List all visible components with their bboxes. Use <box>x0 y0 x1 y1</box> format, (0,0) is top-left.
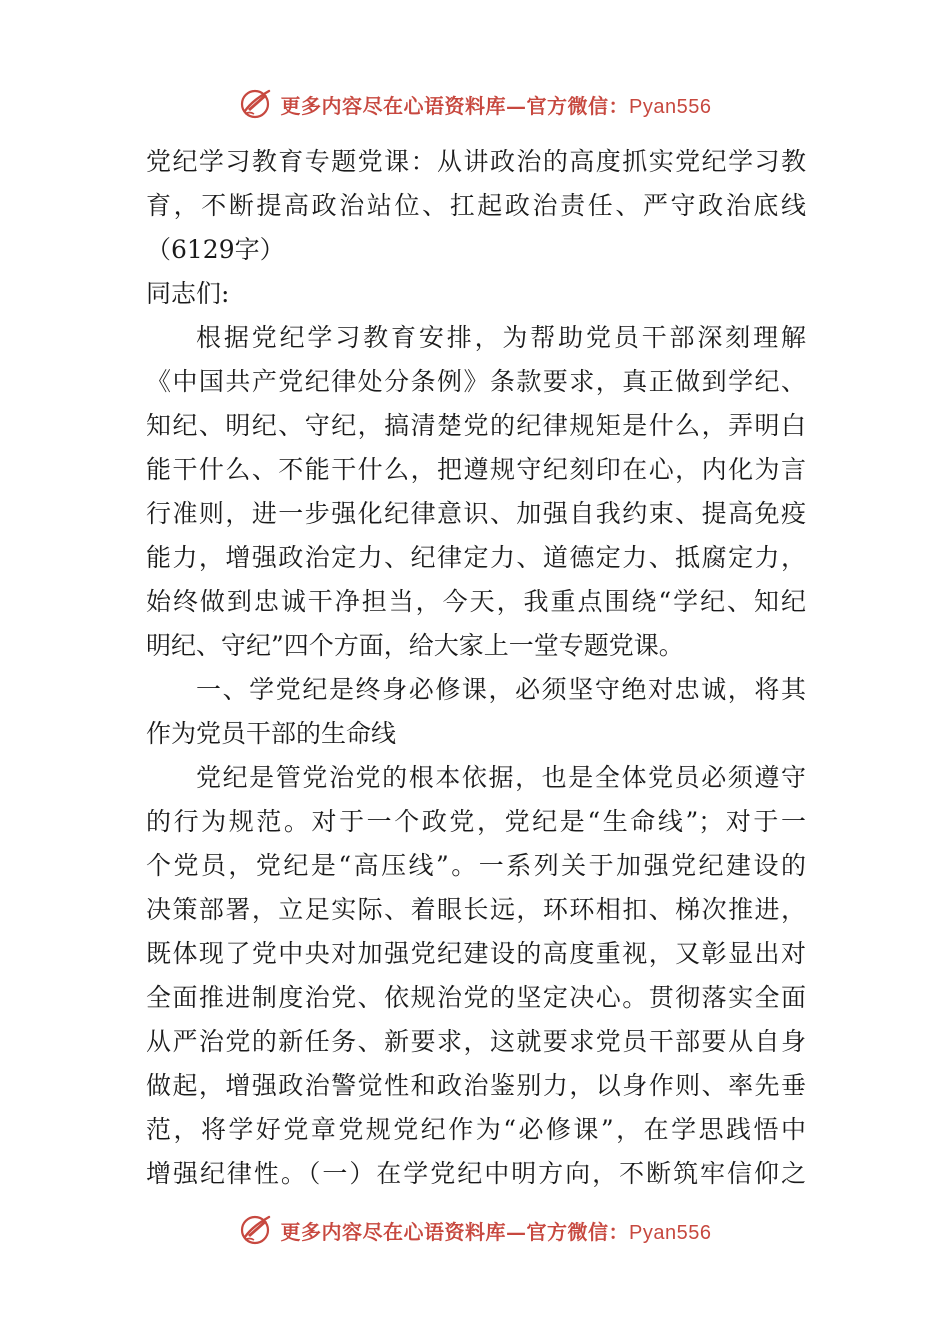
section-heading-1 <box>146 668 806 756</box>
paragraph-line: 《中国共产党纪律处分条例》条款要求，真正做到学纪、 <box>146 367 806 396</box>
pen-logo-icon <box>239 1213 273 1247</box>
header-watermark <box>0 84 950 124</box>
paragraph-line: 党纪是管党治党的根本依据，也是全体党员必须遵守 <box>196 763 806 792</box>
wechat-id: Pyan556 <box>629 95 712 118</box>
paragraph-line: 决策部署，立足实际、着眼长远，环环相扣、梯次推进， <box>146 895 806 924</box>
title-line: 育，不断提高政治站位、扛起政治责任、严守政治底线 <box>146 191 806 220</box>
paragraph-line: 根据党纪学习教育安排，为帮助党员干部深刻理解 <box>196 323 806 352</box>
paragraph-line: 知纪、明纪、守纪，搞清楚党的纪律规矩是什么，弄明白 <box>146 411 806 440</box>
paragraph-line: 明纪、守纪”四个方面，给大家上一堂专题党课。 <box>146 631 684 660</box>
paragraph-line: 能干什么、不能干什么，把遵规守纪刻印在心，内化为言 <box>146 455 806 484</box>
wechat-id: Pyan556 <box>629 1221 712 1244</box>
title-word-count: （6129字） <box>146 235 285 264</box>
paragraph-line: 行准则，进一步强化纪律意识、加强自我约束、提高免疫 <box>146 499 806 528</box>
footer-watermark <box>0 1210 950 1250</box>
paragraph-line: 做起，增强政治警觉性和政治鉴别力，以身作则、率先垂 <box>146 1071 806 1100</box>
paragraph-intro <box>146 316 806 668</box>
pen-logo-icon <box>239 87 273 121</box>
salutation: 同志们: <box>146 279 230 308</box>
paragraph-line: 能力，增强政治定力、纪律定力、道德定力、抵腐定力， <box>146 543 806 572</box>
heading-line: 作为党员干部的生命线 <box>146 719 397 748</box>
paragraph-line: 全面推进制度治党、依规治党的坚定决心。贯彻落实全面 <box>146 983 806 1012</box>
paragraph-section-1 <box>146 756 806 1196</box>
watermark-text: 更多内容尽在心语资料库—官方微信：Pyan556 <box>280 1219 712 1244</box>
heading-line: 一、学党纪是终身必修课，必须坚守绝对忠诚，将其 <box>196 675 806 704</box>
title-line: 党纪学习教育专题党课：从讲政治的高度抓实党纪学习教 <box>146 147 806 176</box>
paragraph-line: 从严治党的新任务、新要求，这就要求党员干部要从自身 <box>146 1027 806 1056</box>
paragraph-line: 增强纪律性。（一）在学党纪中明方向，不断筑牢信仰之 <box>146 1159 806 1188</box>
paragraph-line: 既体现了党中央对加强党纪建设的高度重视，又彰显出对 <box>146 939 806 968</box>
paragraph-line: 的行为规范。对于一个政党，党纪是“生命线”；对于一 <box>146 807 806 836</box>
document-title <box>146 140 806 272</box>
paragraph-line: 始终做到忠诚干净担当，今天，我重点围绕“学纪、知纪 <box>146 587 806 616</box>
watermark-text: 更多内容尽在心语资料库—官方微信：Pyan556 <box>280 93 712 118</box>
paragraph-line: 个党员，党纪是“高压线”。一系列关于加强党纪建设的 <box>146 851 806 880</box>
paragraph-line: 范，将学好党章党规党纪作为“必修课”，在学思践悟中 <box>146 1115 806 1144</box>
document-body <box>146 140 806 1196</box>
